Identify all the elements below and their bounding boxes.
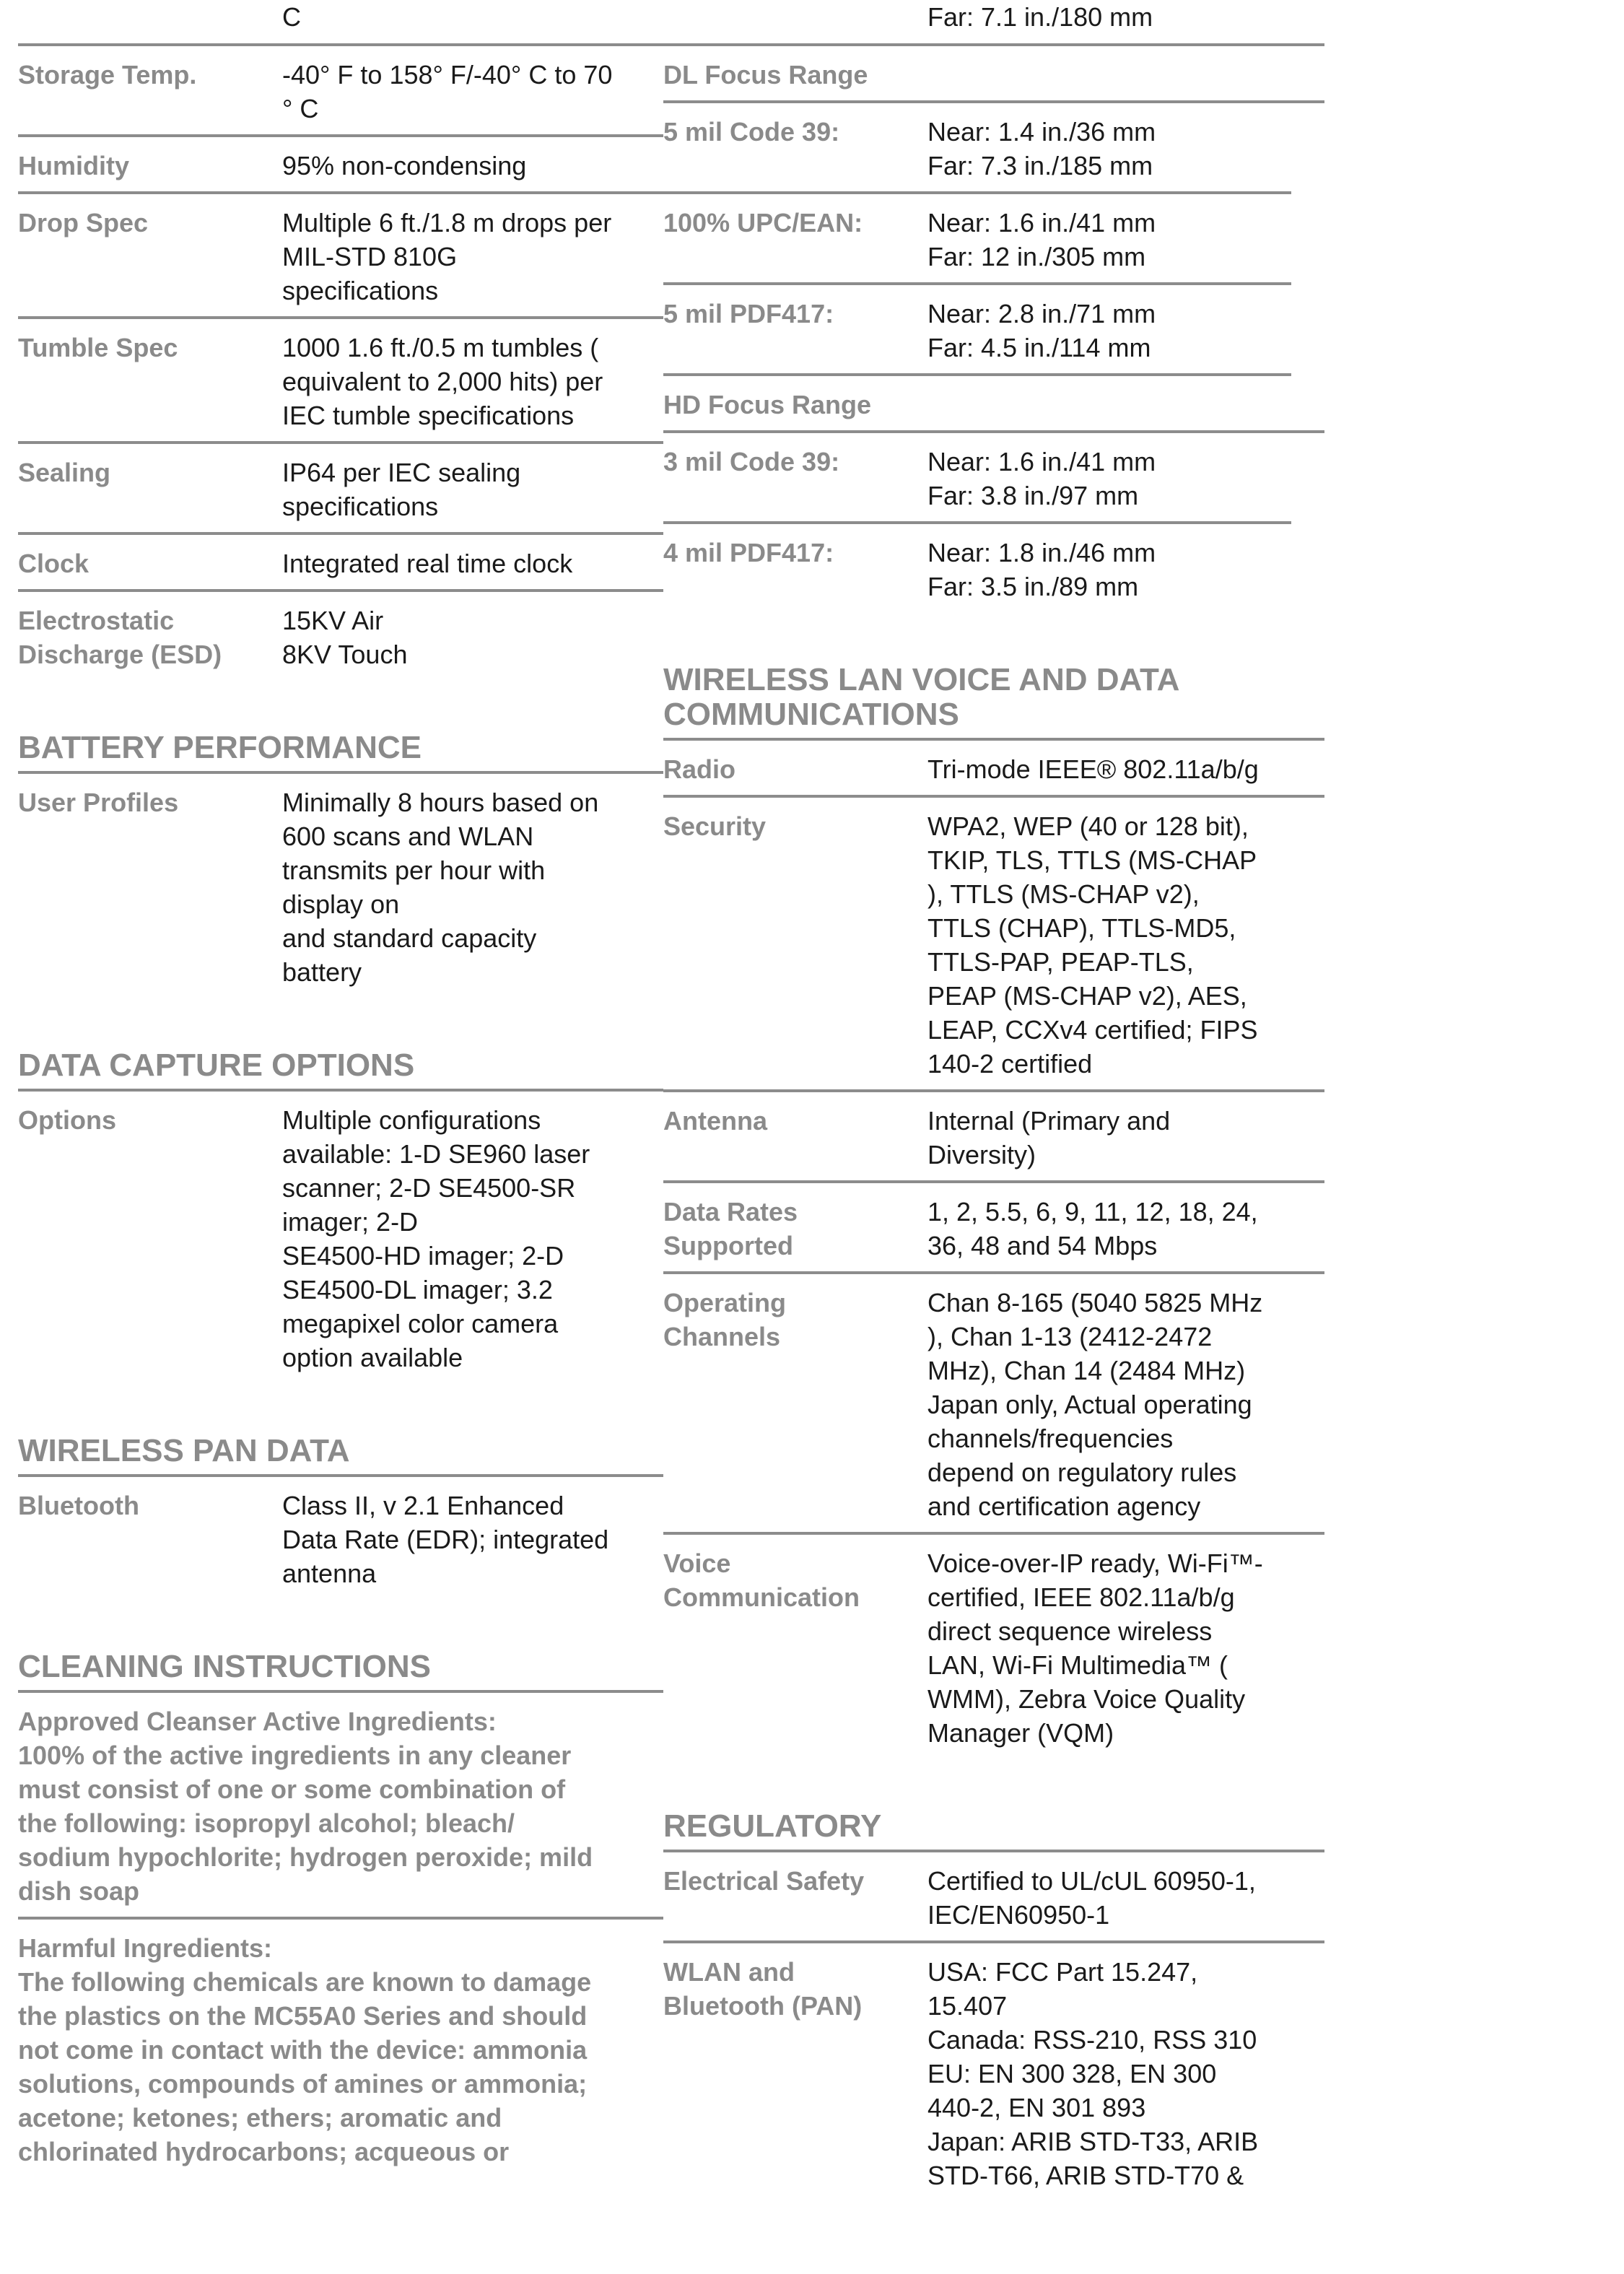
spec-row — [663, 741, 1324, 798]
spec-row — [18, 46, 663, 137]
spec-label: Storage Temp. — [18, 60, 197, 90]
spec-value-text: 15KV Air 8KV Touch — [282, 606, 408, 669]
spec-label: 4 mil PDF417: — [663, 538, 834, 567]
spec-value — [927, 445, 1291, 513]
spec-value — [282, 206, 663, 308]
spec-value-text: Multiple 6 ft./1.8 m drops per MIL-STD 810G specifications — [282, 208, 612, 305]
spec-value-text: Voice-over-IP ready, Wi-Fi™- certified, IEEE 802.11a/b/g direct sequence wireless LAN, Wi-Fi Multimedia™ ( WMM), Zebra Voice Quality Manager (VQM) — [927, 1548, 1263, 1748]
spec-value-text: Internal (Primary and Diversity) — [927, 1106, 1171, 1169]
spec-label: 5 mil Code 39: — [663, 117, 840, 147]
spec-row — [663, 1092, 1324, 1183]
wlan-table — [663, 741, 1324, 1759]
environment-table — [18, 46, 663, 680]
spec-value — [927, 1104, 1324, 1172]
spec-value-text: Near: 1.6 in./41 mm Far: 3.8 in./97 mm — [927, 447, 1156, 510]
spec-value-text: USA: FCC Part 15.247, 15.407 Canada: RSS-210, RSS 310 EU: EN 300 328, EN 300 440-2, EN 301 893 Japan: ARIB STD-T33, ARIB STD-T66, ARIB STD-T70 & — [927, 1957, 1259, 2190]
section-data-capture-heading: DATA CAPTURE OPTIONS — [18, 1041, 663, 1092]
spec-value — [927, 206, 1291, 274]
spec-label: Data Rates Supported — [663, 1197, 798, 1260]
spec-value — [282, 785, 663, 989]
spec-row — [663, 798, 1324, 1092]
regulatory-table — [663, 1852, 1324, 2201]
spec-row — [18, 194, 663, 319]
spec-value-text: Certified to UL/cUL 60950-1, IEC/EN60950-1 — [927, 1866, 1256, 1930]
spec-label: WLAN and Bluetooth (PAN) — [663, 1957, 863, 2021]
spec-row — [663, 1943, 1324, 2201]
spec-value — [282, 58, 663, 126]
spec-label: Drop Spec — [18, 208, 149, 238]
spec-value-text: Minimally 8 hours based on 600 scans and WLAN transmits per hour with display on and standard capacity battery — [282, 788, 599, 987]
spec-value — [927, 1546, 1324, 1750]
spec-row — [663, 285, 1291, 376]
spec-row — [663, 1183, 1324, 1274]
hd-focus-range-heading: HD Focus Range — [663, 376, 1324, 433]
dl-focus-range-table — [663, 103, 1324, 376]
spec-value-text: Chan 8-165 (5040 5825 MHz ), Chan 1-13 (2412-2472 MHz), Chan 14 (2484 MHz) Japan only, Actual operating channels/frequencies depend on regulatory rules and certification agency — [927, 1288, 1263, 1521]
spec-label: Bluetooth — [18, 1491, 139, 1520]
spec-label: 100% UPC/EAN: — [663, 208, 863, 238]
section-wlan-heading: WIRELESS LAN VOICE AND DATA COMMUNICATIONS — [663, 655, 1324, 741]
spec-value — [282, 331, 663, 432]
spec-value — [927, 1286, 1324, 1523]
spec-value — [282, 456, 663, 523]
spec-row — [18, 319, 663, 444]
spec-row — [663, 1535, 1324, 1759]
right-column — [663, 0, 1324, 2201]
spec-value-text: -40° F to 158° F/-40° C to 70 ° C — [282, 60, 613, 123]
env-top-fragment: C — [282, 2, 301, 32]
spec-value-text: Near: 2.8 in./71 mm Far: 4.5 in./114 mm — [927, 299, 1156, 362]
section-battery-heading: BATTERY PERFORMANCE — [18, 723, 663, 774]
spec-row — [18, 444, 663, 535]
spec-label: Sealing — [18, 458, 111, 487]
spec-label: Radio — [663, 754, 736, 784]
spec-label: Clock — [18, 549, 90, 578]
spec-value-text: IP64 per IEC sealing specifications — [282, 458, 521, 521]
spec-value-text: 1000 1.6 ft./0.5 m tumbles ( equivalent to 2,000 hits) per IEC tumble specifications — [282, 333, 603, 430]
section-regulatory-heading: REGULATORY — [663, 1802, 1324, 1852]
spec-label: Electrostatic Discharge (ESD) — [18, 606, 222, 669]
spec-value — [282, 1103, 663, 1375]
spec-label: 5 mil PDF417: — [663, 299, 834, 328]
spec-row — [18, 1092, 663, 1383]
spec-row — [663, 194, 1291, 285]
spec-value-text: Integrated real time clock — [282, 549, 573, 578]
spec-value — [927, 536, 1291, 604]
spec-label: Security — [663, 811, 767, 841]
harmful-ingredients-text: Harmful Ingredients: The following chemicals are known to damage the plastics on the MC55A0 Series and should not come in contact with the device: ammonia solutions, compounds of amines or ammonia; acetone; ketones; ethers; aromatic and chlorinated hydrocarbons; acqueous or — [18, 1933, 592, 2166]
spec-value — [282, 149, 663, 183]
spec-row — [663, 1852, 1324, 1943]
spec-value — [927, 752, 1324, 786]
spec-row — [663, 433, 1291, 524]
spec-value — [927, 115, 1291, 183]
spec-value — [927, 1864, 1324, 1932]
spec-label: Electrical Safety — [663, 1866, 865, 1896]
spec-label: Options — [18, 1105, 116, 1135]
section-wireless-pan-heading: WIRELESS PAN DATA — [18, 1426, 663, 1477]
spec-value-text: 1, 2, 5.5, 6, 9, 11, 12, 18, 24, 36, 48 and 54 Mbps — [927, 1197, 1258, 1260]
spec-value-text: Near: 1.8 in./46 mm Far: 3.5 in./89 mm — [927, 538, 1156, 601]
spec-label: Voice Communication — [663, 1548, 860, 1612]
spec-value-text: Near: 1.4 in./36 mm Far: 7.3 in./185 mm — [927, 117, 1156, 180]
spec-value-text: Tri-mode IEEE® 802.11a/b/g — [927, 754, 1259, 784]
spec-row — [18, 592, 663, 680]
spec-row — [663, 1274, 1324, 1535]
spec-value — [927, 297, 1291, 365]
hd-focus-range-table — [663, 433, 1324, 612]
spec-row — [18, 1477, 663, 1599]
spec-label: Antenna — [663, 1106, 767, 1136]
spec-value-text: Near: 1.6 in./41 mm Far: 12 in./305 mm — [927, 208, 1156, 271]
env-top-fragment-row — [18, 0, 663, 46]
spec-label: Tumble Spec — [18, 333, 178, 362]
approved-cleanser-text: Approved Cleanser Active Ingredients: 100% of the active ingredients in any cleaner must consist of one or some combination of the following: isopropyl alcohol; bleach/ sodium hypochlorite; hydrogen peroxide; mild dish soap — [18, 1693, 663, 1920]
spec-value-text: 95% non-condensing — [282, 151, 527, 180]
left-column — [18, 0, 663, 2177]
spec-row — [18, 535, 663, 592]
spec-value — [282, 1489, 663, 1590]
battery-table — [18, 774, 663, 998]
spec-value — [927, 1955, 1324, 2192]
spec-row — [663, 103, 1291, 194]
spec-value-text: WPA2, WEP (40 or 128 bit), TKIP, TLS, TTLS (MS-CHAP ), TTLS (MS-CHAP v2), TTLS (CHAP), TTLS-MD5, TTLS-PAP, PEAP-TLS, PEAP (MS-CHAP v2), AES, LEAP, CCXv4 certified; FIPS 140-2 certified — [927, 811, 1258, 1079]
spec-value — [927, 809, 1324, 1081]
spec-value — [282, 546, 663, 580]
dl-focus-range-heading: DL Focus Range — [663, 46, 1324, 103]
sr-top-fragment: Far: 7.1 in./180 mm — [927, 2, 1153, 32]
spec-label: 3 mil Code 39: — [663, 447, 840, 476]
spec-row — [18, 137, 663, 194]
spec-row — [663, 524, 1291, 612]
sr-top-fragment-row — [663, 0, 1324, 46]
spec-label: Operating Channels — [663, 1288, 787, 1351]
data-capture-table — [18, 1092, 663, 1383]
spec-value-text: Class II, v 2.1 Enhanced Data Rate (EDR); integrated antenna — [282, 1491, 609, 1588]
spec-value — [282, 604, 663, 671]
spec-label: Humidity — [18, 151, 130, 180]
spec-value-text: Multiple configurations available: 1-D SE960 laser scanner; 2-D SE4500-SR imager; 2-D SE4500-HD imager; 2-D SE4500-DL imager; 3.2 megapixel color camera option available — [282, 1105, 590, 1372]
spec-row — [18, 774, 663, 998]
spec-value — [927, 1195, 1324, 1263]
section-cleaning-heading: CLEANING INSTRUCTIONS — [18, 1642, 663, 1693]
spec-label: User Profiles — [18, 788, 179, 817]
wireless-pan-table — [18, 1477, 663, 1599]
